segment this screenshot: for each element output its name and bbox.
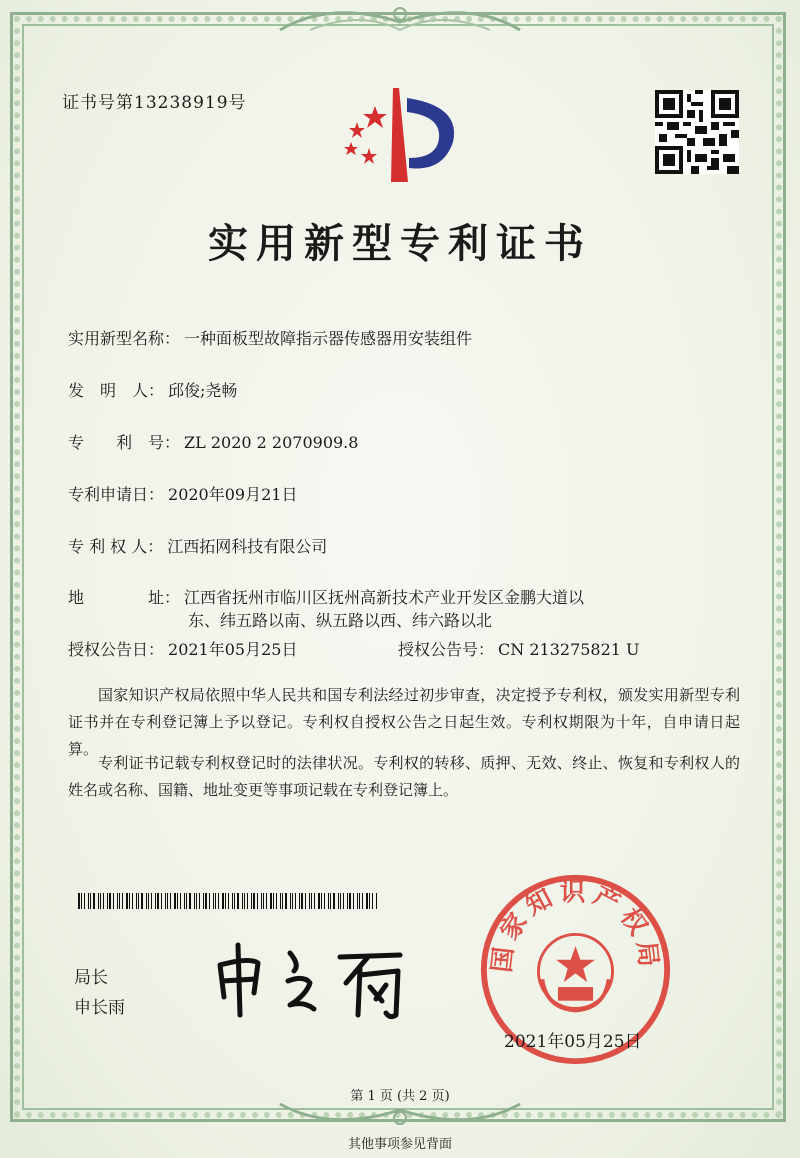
name-value: 一种面板型故障指示器传感器用安装组件 — [184, 329, 473, 348]
inventor-value: 邱俊;尧畅 — [168, 381, 238, 400]
patent-office-logo — [333, 84, 468, 189]
filing-date-label: 专利申请日： — [68, 485, 165, 504]
filing-date-value: 2020年09月21日 — [168, 485, 298, 504]
field-grant-number — [398, 637, 640, 660]
director-signature — [210, 935, 410, 1020]
certificate-number: 证书号第13238919号 — [62, 93, 247, 113]
seal-text: 国家知识产权局 — [485, 876, 666, 974]
field-patentee — [68, 534, 327, 557]
back-note: 其他事项参见背面 — [347, 1137, 452, 1152]
director-name: 申长雨 — [74, 998, 125, 1018]
grant-date-value: 2021年05月25日 — [168, 640, 298, 659]
qr-code — [655, 90, 739, 174]
top-ornament — [270, 0, 530, 40]
field-utility-model-name — [68, 326, 472, 349]
field-address — [68, 585, 584, 608]
field-grant-date — [68, 637, 297, 660]
director-title: 局长 — [74, 968, 108, 988]
field-inventor — [68, 378, 237, 401]
page-number: 第 1 页 (共 2 页) — [350, 1089, 450, 1104]
patentee-value: 江西拓网科技有限公司 — [167, 537, 328, 556]
barcode — [78, 893, 381, 909]
patent-number-value: ZL 2020 2 2070909.8 — [184, 433, 359, 452]
statement-paragraph-2: 专利证书记载专利权登记时的法律状况。专利权的转移、质押、无效、终止、恢复和专利权人的姓名或名称、国籍、地址变更等事项记载在专利登记簿上。 — [68, 754, 740, 799]
field-filing-date — [68, 482, 297, 505]
inventor-label: 发 明 人： — [68, 381, 165, 400]
grant-number-value: CN 213275821 U — [498, 640, 640, 659]
statement-paragraph-1: 国家知识产权局依照中华人民共和国专利法经过初步审查，决定授予专利权，颁发实用新型专利证书并在专利登记簿上予以登记。专利权自授权公告之日起生效。专利权期限为十年，自申请日起算。 — [68, 686, 740, 758]
address-line-1: 江西省抚州市临川区抚州高新技术产业开发区金鹏大道以 — [184, 588, 585, 607]
certificate-title: 实用新型专利证书 — [208, 220, 592, 267]
grant-date-label: 授权公告日： — [68, 640, 165, 659]
field-patent-number — [68, 430, 358, 453]
name-label: 实用新型名称： — [68, 329, 181, 348]
patent-number-label: 专 利 号： — [68, 433, 181, 452]
patentee-label: 专 利 权 人： — [68, 537, 164, 556]
seal-date: 2021年05月25日 — [504, 1032, 642, 1052]
address-label: 地 址： — [68, 588, 181, 607]
grant-number-label: 授权公告号： — [398, 640, 495, 659]
address-line-2: 东、纬五路以南、纵五路以西、纬六路以北 — [188, 611, 493, 630]
